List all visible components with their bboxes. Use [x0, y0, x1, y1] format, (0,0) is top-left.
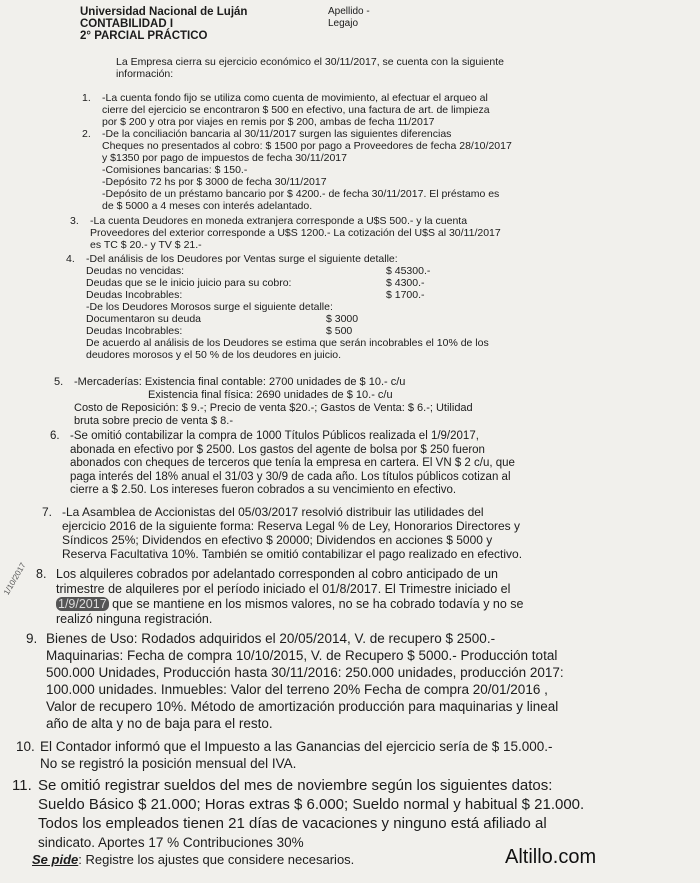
- task-label: Se pide: [32, 852, 79, 867]
- item-5: 5. -Mercaderías: Existencia final contable: 2700 unidades de $ 10.- c/u Existencia final física: 2690 unidades de $ 10.- c/u Costo de Reposición: $ 9.-; Precio de venta $20.-; Gastos de Venta: $ 6.-; Utilidad bruta sobre precio de venta $ 8.-: [54, 376, 473, 427]
- item-4: 4. -Del análisis de los Deudores por Ventas surge el siguiente detalle: Deudas no vencidas: $ 45300.- Deudas que se le inicio juicio para su cobro: $ 4300.- Deudas Incobrables: $ 1700.- -De los Deudores Morosos surge el siguiente detalle: Documentaron su deuda $ 3000 Deudas Incobrables: $ 500 De acuerdo al análisis de los Deudores se estima que serán incobrables el 10% de los deudores morosos y el 50 % de los deudores en juicio.: [66, 253, 489, 361]
- item-6: 6. -Se omitió contabilizar la compra de 1000 Títulos Públicos realizada el 1/9/2017, abonada en efectivo por $ 2500. Los gastos del agente de bolsa por $ 250 fueron abonados con cheques de terceros que tenía la empresa en cartera. El VN $ 2 c/u, que paga interés del 18% anual el 31/03 y 30/9 de cada año. Los títulos públicos cotizan al cierre a $ 2.50. Los intereses fueron cobrados a su vencimiento en efectivo.: [50, 430, 515, 496]
- item-10: 10. El Contador informó que el Impuesto a las Ganancias del ejercicio sería de $ 15.000.- No se registró la posición mensual del IVA.: [16, 739, 553, 771]
- item-2: 2. -De la conciliación bancaria al 30/11/2017 surgen las siguientes diferencias Cheques no presentados al cobro: $ 1500 por pago a Proveedores de fecha 28/10/2017 y $1350 por pago de impuestos de fecha 30/11/2017 -Comisiones bancarias: $ 150.- -Depósito 72 hs por $ 3000 de fecha 30/11/2017 -Depósito de un préstamo bancario por $ 4200.- de fecha 30/11/2017. El préstamo es de $ 5000 a 4 meses con interés adelantado.: [82, 128, 512, 212]
- debtors-row: Deudas Incobrables: $ 1700.-: [86, 289, 425, 301]
- debtors-row: Documentaron su deuda $ 3000: [86, 313, 359, 325]
- file-number-label: Legajo: [328, 18, 359, 29]
- item-8: 8. Los alquileres cobrados por adelantado corresponden al cobro anticipado de un trimestre de alquileres por el período iniciado el 01/8/2017. El Trimestre iniciado el 1/9/2017 que se mantiene en los mismos valores, no se ha cobrado todavía y no se realizó ninguna registración.: [36, 567, 524, 626]
- student-fields: [328, 6, 370, 30]
- subject-name: CONTABILIDAD I: [80, 18, 174, 30]
- watermark: Altillo.com: [505, 846, 597, 868]
- item-7: 7. -La Asamblea de Accionistas del 05/03/2017 resolvió distribuir las utilidades del ejercicio 2016 de la siguiente forma: Reserva Legal % de Ley, Honorarios Directores y Síndicos 25%; Dividendos en efectivo $ 20000; Dividendos en acciones $ 5000 y Reserva Facultativa 10%. También se omitió contabilizar el pago realizado en efectivo.: [42, 505, 523, 561]
- intro-text: La Empresa cierra su ejercicio económico el 30/11/2017, se cuenta con la siguiente información:: [116, 56, 504, 80]
- header: [80, 6, 680, 42]
- item-3: 3. -La cuenta Deudores en moneda extranjera corresponde a U$S 500.- y la cuenta Proveedores del exterior corresponde a U$S 1200.- La cotización del U$S al 30/11/2017 es TC $ 20.- y TV $ 21.-: [70, 215, 501, 251]
- debtors-row: Deudas no vencidas: $ 45300.-: [86, 265, 431, 277]
- university-name: Universidad Nacional de Luján: [80, 6, 248, 18]
- surname-label: Apellido -: [328, 6, 370, 17]
- task-instruction: Se pide: Registre los ajustes que considere necesarios.: [32, 852, 355, 867]
- exam-name: 2° PARCIAL PRÁCTICO: [80, 30, 208, 42]
- debtors-row: Deudas Incobrables: $ 500: [86, 325, 353, 337]
- handwritten-margin-note: 1/10/2017: [2, 561, 28, 597]
- item-1: 1. -La cuenta fondo fijo se utiliza como cuenta de movimiento, al efectuar el arqueo al cierre del ejercicio se encontraron $ 500 en efectivo, una factura de art. de limpieza por $ 200 y otra por viajes en remis por $ 200, ambas de fecha 11/2017: [82, 92, 490, 128]
- scribbled-date: 1/9/2017: [58, 597, 107, 611]
- debtors-row: Deudas que se le inicio juicio para su cobro: $ 4300.-: [86, 277, 425, 289]
- item-9: 9. Bienes de Uso: Rodados adquiridos el 20/05/2014, V. de recupero $ 2500.- Maquinarias: Fecha de compra 10/10/2015, V. de Recupero $ 5000.- Producción total 500.000 Unidades, Producción hasta 30/11/2016: 250.000 unidades, producción 2017: 100.000 unidades. Inmuebles: Valor del terreno 20% Fecha de compra 20/01/2016 , Valor de recupero 10%. Método de amortización producción para maquinarias y lineal año de alta y no de baja para el resto.: [26, 631, 564, 731]
- item-11: 11. Se omitió registrar sueldos del mes de noviembre según los siguientes datos: Sueldo Básico $ 21.000; Horas extras $ 6.000; Sueldo normal y habitual $ 21.000. Todos los empleados tienen 21 días de vacaciones y ninguno está afiliado al sindicato. Aportes 17 % Contribuciones 30%: [12, 777, 585, 850]
